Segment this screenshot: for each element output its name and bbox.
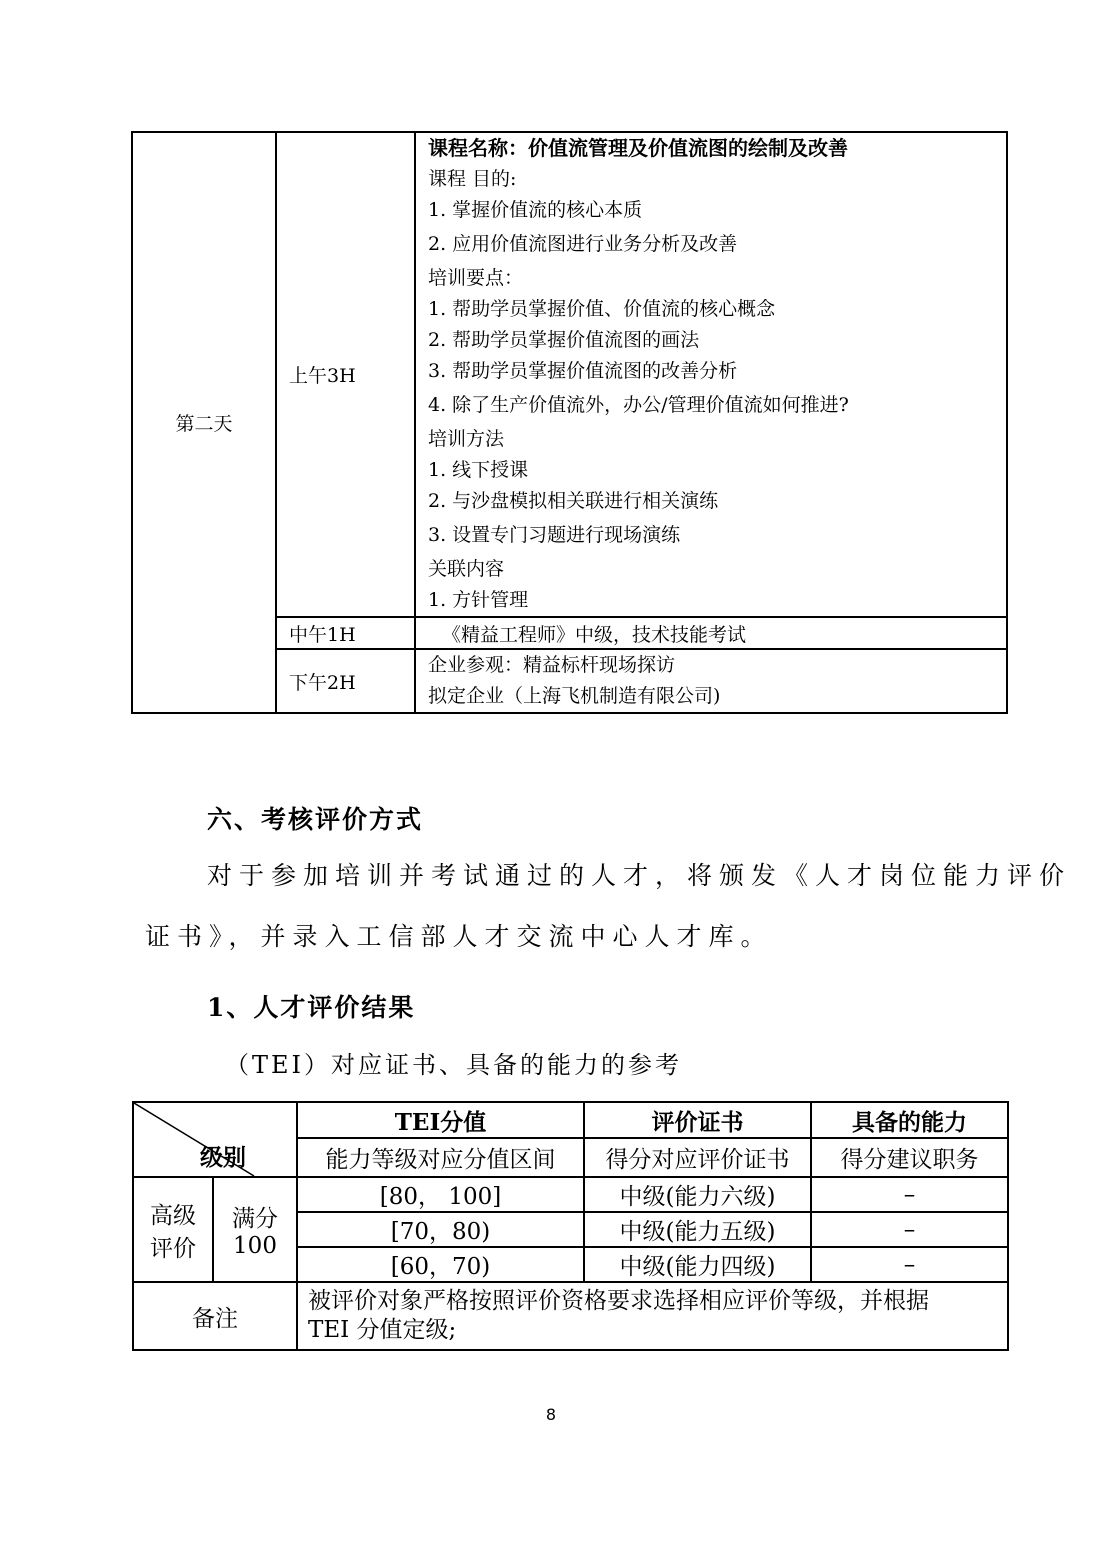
table-caption: （TEI）对应证书、具备的能力的参考 xyxy=(225,1051,683,1079)
noon-content-cell xyxy=(415,617,1007,649)
ability-cell: – xyxy=(811,1247,1008,1282)
range-cell: [80， 100] xyxy=(297,1177,584,1212)
header-row xyxy=(133,1102,1008,1138)
ability-cell: – xyxy=(811,1177,1008,1212)
page-number: 8 xyxy=(545,1405,557,1424)
header-cell: 评价证书 xyxy=(584,1102,811,1138)
subheader-cell: 得分建议职务 xyxy=(811,1138,1008,1177)
level-text: 高级 xyxy=(150,1202,196,1229)
note-text-cell xyxy=(297,1282,1008,1350)
afternoon-time-cell: 下午2H xyxy=(276,649,415,713)
schedule-table xyxy=(131,131,1008,714)
course-title: 课程名称：价值流管理及价值流图的绘制及改善 xyxy=(428,136,848,160)
cert-cell: 中级(能力五级) xyxy=(584,1212,811,1247)
note-row xyxy=(133,1282,1008,1350)
morning-content-cell xyxy=(415,132,1007,617)
score-cell xyxy=(213,1177,297,1282)
level-cell xyxy=(133,1177,213,1282)
level-text: 评价 xyxy=(150,1235,196,1262)
content-line: 1. 掌握价值流的核心本质 xyxy=(428,199,643,221)
note-text: TEI 分值定级; xyxy=(308,1317,457,1343)
range-cell: [60，70) xyxy=(297,1247,584,1282)
content-line: 培训方法 xyxy=(428,428,505,450)
note-label-cell: 备注 xyxy=(133,1282,297,1350)
table-row xyxy=(133,1177,1008,1212)
content-line: 4. 除了生产价值流外，办公/管理价值流如何推进? xyxy=(428,394,849,416)
ability-cell: – xyxy=(811,1212,1008,1247)
header-cell: 具备的能力 xyxy=(811,1102,1008,1138)
content-line: 企业参观：精益标杆现场探访 xyxy=(428,654,676,676)
corner-label: 级别 xyxy=(200,1144,246,1171)
content-line: 2. 与沙盘模拟相关联进行相关演练 xyxy=(428,490,719,512)
content-line: 课程 目的: xyxy=(428,168,517,190)
content-line: 培训要点： xyxy=(428,267,524,289)
content-line: 拟定企业（上海飞机制造有限公司) xyxy=(428,685,721,707)
content-line: 1. 帮助学员掌握价值、价值流的核心概念 xyxy=(428,298,776,320)
afternoon-content-cell xyxy=(415,649,1007,713)
content-line: 3. 设置专门习题进行现场演练 xyxy=(428,524,681,546)
subheader-cell: 能力等级对应分值区间 xyxy=(297,1138,584,1177)
content-line: 2. 帮助学员掌握价值流图的画法 xyxy=(428,329,700,351)
paragraph-line: 对于参加培训并考试通过的人才，将颁发《人才岗位能力评价 xyxy=(207,861,1072,890)
day-cell: 第二天 xyxy=(132,132,276,713)
content-line: 3. 帮助学员掌握价值流图的改善分析 xyxy=(428,360,738,382)
score-text: 100 xyxy=(233,1233,277,1259)
corner-cell xyxy=(133,1102,297,1177)
content-line: 1. 方针管理 xyxy=(428,589,529,611)
morning-time-cell: 上午3H xyxy=(276,132,415,617)
header-cell: TEI分值 xyxy=(297,1102,584,1138)
noon-time-cell: 中午1H xyxy=(276,617,415,649)
score-text: 满分 xyxy=(232,1206,278,1232)
morning-row xyxy=(132,132,1007,617)
range-cell: [70，80) xyxy=(297,1212,584,1247)
content-line: 1. 线下授课 xyxy=(428,459,529,481)
paragraph-line: 证书》，并录入工信部人才交流中心人才库。 xyxy=(145,922,773,951)
subheader-cell: 得分对应评价证书 xyxy=(584,1138,811,1177)
subsection-heading: 1、人才评价结果 xyxy=(207,993,416,1022)
content-line: 2. 应用价值流图进行业务分析及改善 xyxy=(428,233,738,255)
note-text: 被评价对象严格按照评价资格要求选择相应评价等级，并根据 xyxy=(308,1288,929,1314)
cert-cell: 中级(能力四级) xyxy=(584,1247,811,1282)
noon-content: 《精益工程师》中级，技术技能考试 xyxy=(442,623,747,646)
content-line: 关联内容 xyxy=(428,558,505,580)
cert-cell: 中级(能力六级) xyxy=(584,1177,811,1212)
section-heading: 六、考核评价方式 xyxy=(207,805,424,834)
tei-table xyxy=(132,1101,1009,1351)
